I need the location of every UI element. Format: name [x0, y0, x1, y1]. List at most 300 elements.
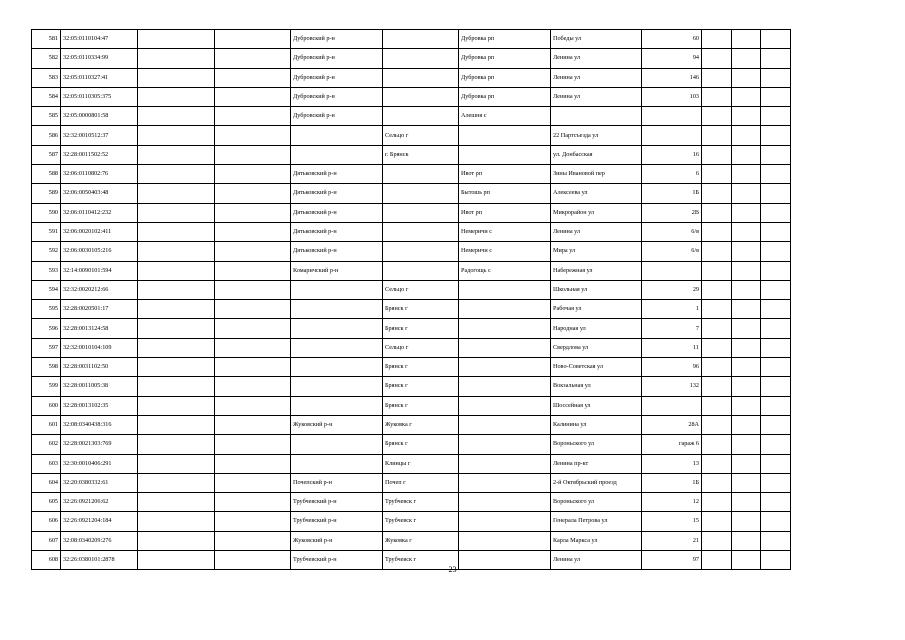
empty-cell	[215, 222, 291, 241]
table-row	[32, 396, 791, 415]
empty-cell	[215, 261, 291, 280]
empty-cell	[138, 493, 215, 512]
empty-cell	[732, 49, 761, 68]
street-cell: Микрорайон ул	[551, 203, 642, 222]
cadastral-number-cell: 32:26:0921206:62	[61, 493, 138, 512]
empty-cell	[732, 300, 761, 319]
table-row	[32, 49, 791, 68]
registry-sheet	[31, 29, 791, 570]
city-cell: Клинцы г	[383, 454, 459, 473]
empty-cell	[138, 261, 215, 280]
empty-cell	[732, 261, 761, 280]
empty-cell	[732, 203, 761, 222]
settlement-cell: Немеричи с	[459, 242, 551, 261]
empty-cell	[761, 493, 791, 512]
empty-cell	[761, 512, 791, 531]
cadastral-number-cell: 32:26:0380101:2878	[61, 551, 138, 570]
empty-cell	[702, 377, 732, 396]
empty-cell	[215, 165, 291, 184]
city-cell	[383, 87, 459, 106]
cadastral-number-cell: 32:05:0110334:99	[61, 49, 138, 68]
settlement-cell	[459, 338, 551, 357]
settlement-cell	[459, 435, 551, 454]
empty-cell	[761, 280, 791, 299]
settlement-cell: Бытошь рп	[459, 184, 551, 203]
city-cell	[383, 68, 459, 87]
house-number-cell: 60	[642, 30, 702, 49]
street-cell: Вороньского ул	[551, 493, 642, 512]
cadastral-number-cell: 32:05:0110104:47	[61, 30, 138, 49]
empty-cell	[761, 415, 791, 434]
street-cell: Калинина ул	[551, 415, 642, 434]
settlement-cell: Алешня с	[459, 107, 551, 126]
empty-cell	[702, 165, 732, 184]
city-cell	[383, 222, 459, 241]
row-number-cell: 591	[32, 222, 61, 241]
empty-cell	[702, 145, 732, 164]
empty-cell	[761, 454, 791, 473]
settlement-cell	[459, 358, 551, 377]
settlement-cell	[459, 319, 551, 338]
empty-cell	[702, 107, 732, 126]
empty-cell	[732, 126, 761, 145]
district-cell	[291, 377, 383, 396]
empty-cell	[138, 377, 215, 396]
cadastral-number-cell: 32:28:0021303:769	[61, 435, 138, 454]
city-cell	[383, 261, 459, 280]
house-number-cell: 132	[642, 377, 702, 396]
row-number-cell: 597	[32, 338, 61, 357]
city-cell	[383, 184, 459, 203]
city-cell	[383, 107, 459, 126]
street-cell: Мира ул	[551, 242, 642, 261]
street-cell: Зины Ивановой пер	[551, 165, 642, 184]
house-number-cell: 146	[642, 68, 702, 87]
empty-cell	[761, 319, 791, 338]
table-row	[32, 261, 791, 280]
district-cell: Почепский р-н	[291, 473, 383, 492]
table-row	[32, 30, 791, 49]
empty-cell	[702, 242, 732, 261]
row-number-cell: 607	[32, 531, 61, 550]
house-number-cell: 13	[642, 454, 702, 473]
house-number-cell: 2В	[642, 203, 702, 222]
empty-cell	[761, 222, 791, 241]
row-number-cell: 584	[32, 87, 61, 106]
settlement-cell	[459, 415, 551, 434]
city-cell: Брянск г	[383, 319, 459, 338]
settlement-cell: Немеричи с	[459, 222, 551, 241]
empty-cell	[761, 531, 791, 550]
empty-cell	[702, 512, 732, 531]
district-cell	[291, 319, 383, 338]
empty-cell	[761, 242, 791, 261]
empty-cell	[702, 396, 732, 415]
empty-cell	[732, 319, 761, 338]
settlement-cell	[459, 126, 551, 145]
table-row	[32, 242, 791, 261]
table-row	[32, 358, 791, 377]
settlement-cell: Ивот рп	[459, 203, 551, 222]
street-cell: Ленина ул	[551, 551, 642, 570]
house-number-cell: 12	[642, 493, 702, 512]
empty-cell	[138, 338, 215, 357]
district-cell: Комаричский р-н	[291, 261, 383, 280]
street-cell: Вокзальная ул	[551, 377, 642, 396]
empty-cell	[215, 377, 291, 396]
empty-cell	[138, 512, 215, 531]
empty-cell	[215, 338, 291, 357]
street-cell	[551, 107, 642, 126]
city-cell	[383, 165, 459, 184]
district-cell	[291, 396, 383, 415]
district-cell	[291, 435, 383, 454]
empty-cell	[761, 68, 791, 87]
empty-cell	[761, 30, 791, 49]
cadastral-number-cell: 32:05:0000801:58	[61, 107, 138, 126]
empty-cell	[138, 454, 215, 473]
street-cell: Свердлова ул	[551, 338, 642, 357]
house-number-cell: 15	[642, 512, 702, 531]
empty-cell	[215, 415, 291, 434]
empty-cell	[761, 435, 791, 454]
empty-cell	[732, 415, 761, 434]
table-body	[32, 30, 791, 570]
district-cell: Трубчевский р-н	[291, 551, 383, 570]
cadastral-number-cell: 32:32:0010512:37	[61, 126, 138, 145]
district-cell	[291, 280, 383, 299]
city-cell: Брянск г	[383, 435, 459, 454]
empty-cell	[732, 338, 761, 357]
empty-cell	[732, 165, 761, 184]
cadastral-number-cell: 32:06:0050403:48	[61, 184, 138, 203]
empty-cell	[761, 473, 791, 492]
house-number-cell: 29	[642, 280, 702, 299]
district-cell	[291, 358, 383, 377]
cadastral-number-cell: 32:32:0020212:66	[61, 280, 138, 299]
district-cell: Дятьковский р-н	[291, 242, 383, 261]
city-cell	[383, 203, 459, 222]
empty-cell	[215, 493, 291, 512]
empty-cell	[761, 377, 791, 396]
house-number-cell: 16	[642, 145, 702, 164]
district-cell: Дятьковский р-н	[291, 203, 383, 222]
cadastral-number-cell: 32:26:0921204:184	[61, 512, 138, 531]
settlement-cell: Дубровка рп	[459, 68, 551, 87]
empty-cell	[215, 435, 291, 454]
house-number-cell: 21	[642, 531, 702, 550]
house-number-cell: 103	[642, 87, 702, 106]
table-row	[32, 222, 791, 241]
street-cell: Вороньского ул	[551, 435, 642, 454]
empty-cell	[215, 300, 291, 319]
empty-cell	[215, 319, 291, 338]
row-number-cell: 586	[32, 126, 61, 145]
empty-cell	[138, 68, 215, 87]
settlement-cell: Ивот рп	[459, 165, 551, 184]
settlement-cell	[459, 473, 551, 492]
empty-cell	[215, 87, 291, 106]
house-number-cell: 1Б	[642, 184, 702, 203]
cadastral-number-cell: 32:28:0013124:58	[61, 319, 138, 338]
empty-cell	[702, 222, 732, 241]
empty-cell	[138, 473, 215, 492]
empty-cell	[138, 222, 215, 241]
settlement-cell	[459, 454, 551, 473]
empty-cell	[702, 319, 732, 338]
cadastral-number-cell: 32:14:0090101:594	[61, 261, 138, 280]
empty-cell	[702, 531, 732, 550]
empty-cell	[702, 68, 732, 87]
row-number-cell: 601	[32, 415, 61, 434]
table-row	[32, 415, 791, 434]
house-number-cell: 1	[642, 300, 702, 319]
table-row	[32, 87, 791, 106]
row-number-cell: 603	[32, 454, 61, 473]
row-number-cell: 606	[32, 512, 61, 531]
empty-cell	[761, 300, 791, 319]
district-cell: Дубровский р-н	[291, 30, 383, 49]
empty-cell	[702, 473, 732, 492]
row-number-cell: 596	[32, 319, 61, 338]
empty-cell	[138, 300, 215, 319]
city-cell: Трубчевск г	[383, 512, 459, 531]
table-row	[32, 203, 791, 222]
street-cell: Шоссейная ул	[551, 396, 642, 415]
row-number-cell: 602	[32, 435, 61, 454]
settlement-cell: Дубровка рп	[459, 30, 551, 49]
street-cell: Ленина ул	[551, 222, 642, 241]
row-number-cell: 590	[32, 203, 61, 222]
empty-cell	[702, 415, 732, 434]
empty-cell	[732, 454, 761, 473]
empty-cell	[702, 30, 732, 49]
empty-cell	[732, 377, 761, 396]
district-cell	[291, 126, 383, 145]
city-cell: Трубчевск г	[383, 493, 459, 512]
empty-cell	[215, 454, 291, 473]
district-cell: Дубровский р-н	[291, 87, 383, 106]
empty-cell	[138, 435, 215, 454]
street-cell: Народная ул	[551, 319, 642, 338]
cadastral-number-cell: 32:28:0011502:52	[61, 145, 138, 164]
empty-cell	[215, 473, 291, 492]
district-cell: Дятьковский р-н	[291, 222, 383, 241]
settlement-cell	[459, 531, 551, 550]
street-cell: Генерала Петрова ул	[551, 512, 642, 531]
empty-cell	[215, 242, 291, 261]
empty-cell	[732, 280, 761, 299]
empty-cell	[138, 87, 215, 106]
street-cell: Набережная ул	[551, 261, 642, 280]
city-cell: Трубчевск г	[383, 551, 459, 570]
table-row	[32, 319, 791, 338]
empty-cell	[138, 30, 215, 49]
empty-cell	[732, 531, 761, 550]
house-number-cell	[642, 107, 702, 126]
settlement-cell	[459, 300, 551, 319]
empty-cell	[732, 68, 761, 87]
row-number-cell: 589	[32, 184, 61, 203]
house-number-cell: 6/в	[642, 222, 702, 241]
city-cell: Брянск г	[383, 377, 459, 396]
table-row	[32, 493, 791, 512]
empty-cell	[702, 454, 732, 473]
table-row	[32, 377, 791, 396]
settlement-cell	[459, 512, 551, 531]
house-number-cell: 11	[642, 338, 702, 357]
empty-cell	[138, 396, 215, 415]
table-row	[32, 473, 791, 492]
empty-cell	[732, 512, 761, 531]
row-number-cell: 608	[32, 551, 61, 570]
empty-cell	[138, 358, 215, 377]
house-number-cell	[642, 126, 702, 145]
empty-cell	[761, 184, 791, 203]
cadastral-number-cell: 32:20:0380332:61	[61, 473, 138, 492]
empty-cell	[732, 358, 761, 377]
house-number-cell: 7	[642, 319, 702, 338]
empty-cell	[702, 184, 732, 203]
empty-cell	[702, 203, 732, 222]
city-cell	[383, 242, 459, 261]
empty-cell	[702, 261, 732, 280]
row-number-cell: 583	[32, 68, 61, 87]
empty-cell	[732, 222, 761, 241]
cadastral-number-cell: 32:28:0013102:35	[61, 396, 138, 415]
table-row	[32, 338, 791, 357]
house-number-cell	[642, 396, 702, 415]
street-cell: Алексеева ул	[551, 184, 642, 203]
empty-cell	[732, 87, 761, 106]
row-number-cell: 585	[32, 107, 61, 126]
empty-cell	[215, 68, 291, 87]
settlement-cell: Дубровка рп	[459, 49, 551, 68]
district-cell: Дятьковский р-н	[291, 184, 383, 203]
empty-cell	[215, 30, 291, 49]
empty-cell	[138, 126, 215, 145]
district-cell: Трубчевский р-н	[291, 512, 383, 531]
empty-cell	[138, 531, 215, 550]
house-number-cell: гараж 6	[642, 435, 702, 454]
street-cell: Школьная ул	[551, 280, 642, 299]
house-number-cell: 1Б	[642, 473, 702, 492]
row-number-cell: 588	[32, 165, 61, 184]
street-cell: Ленина ул	[551, 87, 642, 106]
street-cell: Победы ул	[551, 30, 642, 49]
cadastral-number-cell: 32:05:0110305:375	[61, 87, 138, 106]
street-cell: 22 Партсъезда ул	[551, 126, 642, 145]
empty-cell	[702, 300, 732, 319]
empty-cell	[702, 280, 732, 299]
empty-cell	[138, 107, 215, 126]
table-row	[32, 454, 791, 473]
page-number: 23	[448, 565, 457, 574]
row-number-cell: 594	[32, 280, 61, 299]
empty-cell	[732, 107, 761, 126]
empty-cell	[138, 184, 215, 203]
city-cell	[383, 30, 459, 49]
house-number-cell: 97	[642, 551, 702, 570]
district-cell: Трубчевский р-н	[291, 493, 383, 512]
empty-cell	[215, 531, 291, 550]
house-number-cell	[642, 261, 702, 280]
district-cell: Жуковский р-н	[291, 531, 383, 550]
empty-cell	[732, 396, 761, 415]
cadastral-number-cell: 32:28:0031102:50	[61, 358, 138, 377]
cadastral-number-cell: 32:30:0010406:291	[61, 454, 138, 473]
table-row	[32, 435, 791, 454]
empty-cell	[215, 203, 291, 222]
empty-cell	[702, 338, 732, 357]
house-number-cell: 96	[642, 358, 702, 377]
city-cell: Брянск г	[383, 358, 459, 377]
street-cell: Карла Маркса ул	[551, 531, 642, 550]
empty-cell	[215, 49, 291, 68]
table-row	[32, 68, 791, 87]
house-number-cell: 6	[642, 165, 702, 184]
empty-cell	[732, 145, 761, 164]
table-row	[32, 512, 791, 531]
empty-cell	[138, 165, 215, 184]
cadastral-number-cell: 32:06:0020102:411	[61, 222, 138, 241]
empty-cell	[761, 107, 791, 126]
empty-cell	[761, 87, 791, 106]
table-row	[32, 126, 791, 145]
street-cell: Ленина пр-кт	[551, 454, 642, 473]
house-number-cell: 28А	[642, 415, 702, 434]
district-cell	[291, 454, 383, 473]
empty-cell	[732, 30, 761, 49]
empty-cell	[761, 396, 791, 415]
empty-cell	[761, 338, 791, 357]
empty-cell	[702, 358, 732, 377]
registry-table	[31, 29, 791, 570]
cadastral-number-cell: 32:32:0010104:109	[61, 338, 138, 357]
empty-cell	[761, 261, 791, 280]
settlement-cell	[459, 493, 551, 512]
district-cell: Дубровский р-н	[291, 49, 383, 68]
district-cell	[291, 300, 383, 319]
empty-cell	[138, 49, 215, 68]
empty-cell	[761, 358, 791, 377]
city-cell: Сельцо г	[383, 126, 459, 145]
empty-cell	[702, 435, 732, 454]
street-cell: Ленина ул	[551, 68, 642, 87]
empty-cell	[138, 319, 215, 338]
empty-cell	[138, 280, 215, 299]
district-cell: Дубровский р-н	[291, 68, 383, 87]
cadastral-number-cell: 32:28:0020501:17	[61, 300, 138, 319]
cadastral-number-cell: 32:06:0110412:232	[61, 203, 138, 222]
empty-cell	[732, 435, 761, 454]
row-number-cell: 587	[32, 145, 61, 164]
district-cell: Дубровский р-н	[291, 107, 383, 126]
empty-cell	[215, 358, 291, 377]
row-number-cell: 598	[32, 358, 61, 377]
cadastral-number-cell: 32:28:0011005:38	[61, 377, 138, 396]
empty-cell	[761, 145, 791, 164]
city-cell: Почеп г	[383, 473, 459, 492]
settlement-cell: Радогощь с	[459, 261, 551, 280]
settlement-cell: Дубровка рп	[459, 87, 551, 106]
street-cell: Ленина ул	[551, 49, 642, 68]
table-row	[32, 300, 791, 319]
empty-cell	[138, 242, 215, 261]
empty-cell	[732, 493, 761, 512]
row-number-cell: 595	[32, 300, 61, 319]
row-number-cell: 605	[32, 493, 61, 512]
